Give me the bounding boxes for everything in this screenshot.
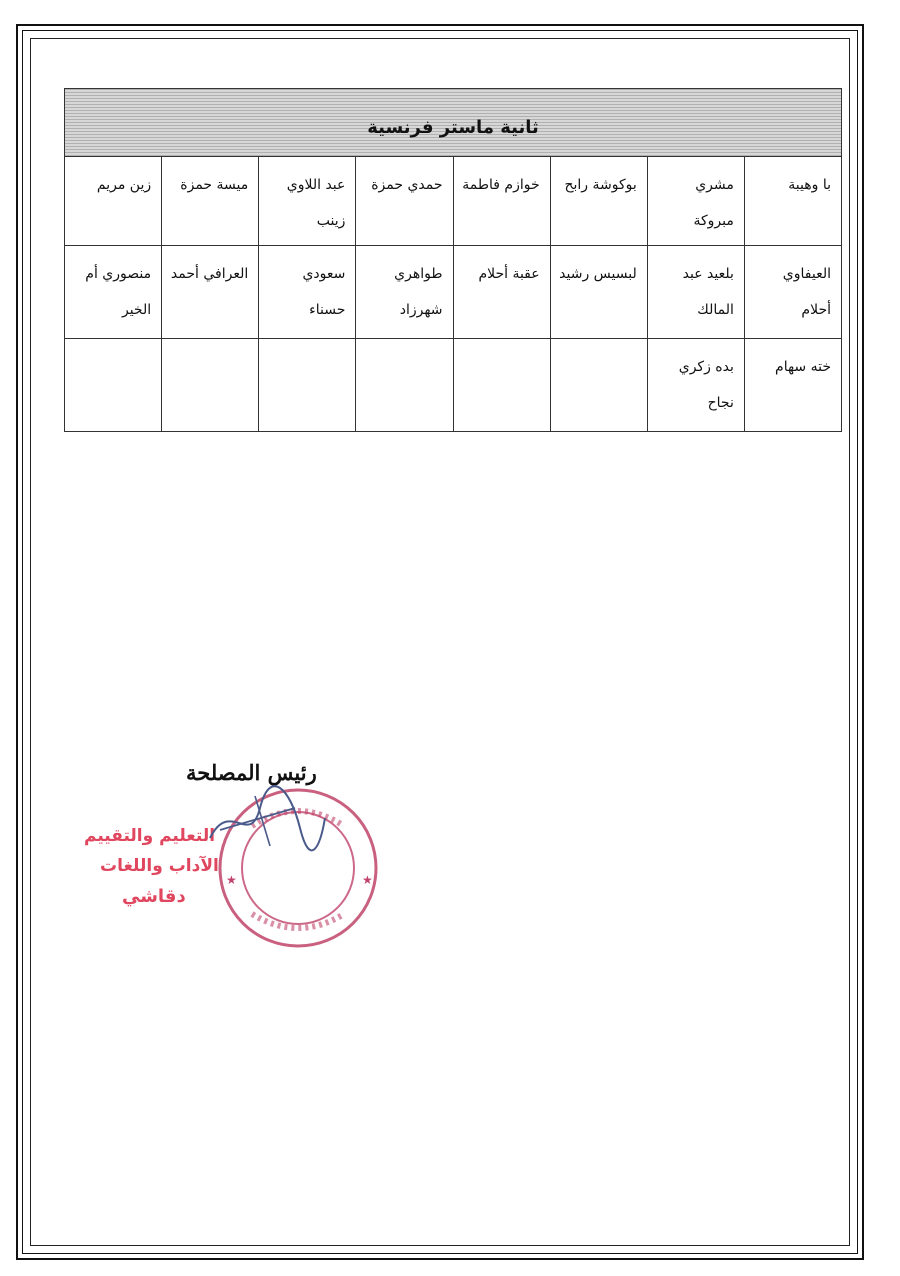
table-cell: العرافي أحمد (162, 246, 259, 339)
table-cell: العيفاوي أحلام (744, 246, 841, 339)
table-row (65, 339, 842, 432)
table-cell: با وهيبة (744, 157, 841, 246)
table-cell: منصوري أم الخير (65, 246, 162, 339)
table-cell: بوكوشة رابح (550, 157, 647, 246)
table-row (65, 246, 842, 339)
svg-text:★: ★ (362, 873, 373, 887)
table-cell: لبسيس رشيد (550, 246, 647, 339)
handwritten-signature (200, 778, 330, 858)
names-grid (64, 156, 842, 432)
signature-title: رئيس المصلحة (186, 760, 317, 785)
stamp-line-3: دقاشي (122, 886, 186, 907)
students-table (64, 88, 842, 432)
table-cell (259, 339, 356, 432)
table-cell: بده زكري نجاح (647, 339, 744, 432)
table-row (65, 157, 842, 246)
table-cell: عقبة أحلام (453, 246, 550, 339)
table-title-bar (64, 88, 842, 156)
table-cell: خته سهام (744, 339, 841, 432)
table-cell: خوازم فاطمة (453, 157, 550, 246)
table-cell: ميسة حمزة (162, 157, 259, 246)
table-cell: عبد اللاوي زينب (259, 157, 356, 246)
table-cell: حمدي حمزة (356, 157, 453, 246)
table-cell (356, 339, 453, 432)
table-cell: مشري مبروكة (647, 157, 744, 246)
stamp-line-2: الآداب واللغات (100, 856, 219, 876)
svg-text:★: ★ (226, 873, 237, 887)
table-cell: زين مريم (65, 157, 162, 246)
table-cell (65, 339, 162, 432)
table-cell: طواهري شهرزاد (356, 246, 453, 339)
table-cell (550, 339, 647, 432)
stamp-line-1: التعليم والتقييم (84, 826, 216, 846)
table-cell: سعودي حسناء (259, 246, 356, 339)
table-cell (453, 339, 550, 432)
table-cell (162, 339, 259, 432)
table-title: ثانية ماستر فرنسية (367, 117, 539, 138)
table-cell: بلعيد عبد المالك (647, 246, 744, 339)
